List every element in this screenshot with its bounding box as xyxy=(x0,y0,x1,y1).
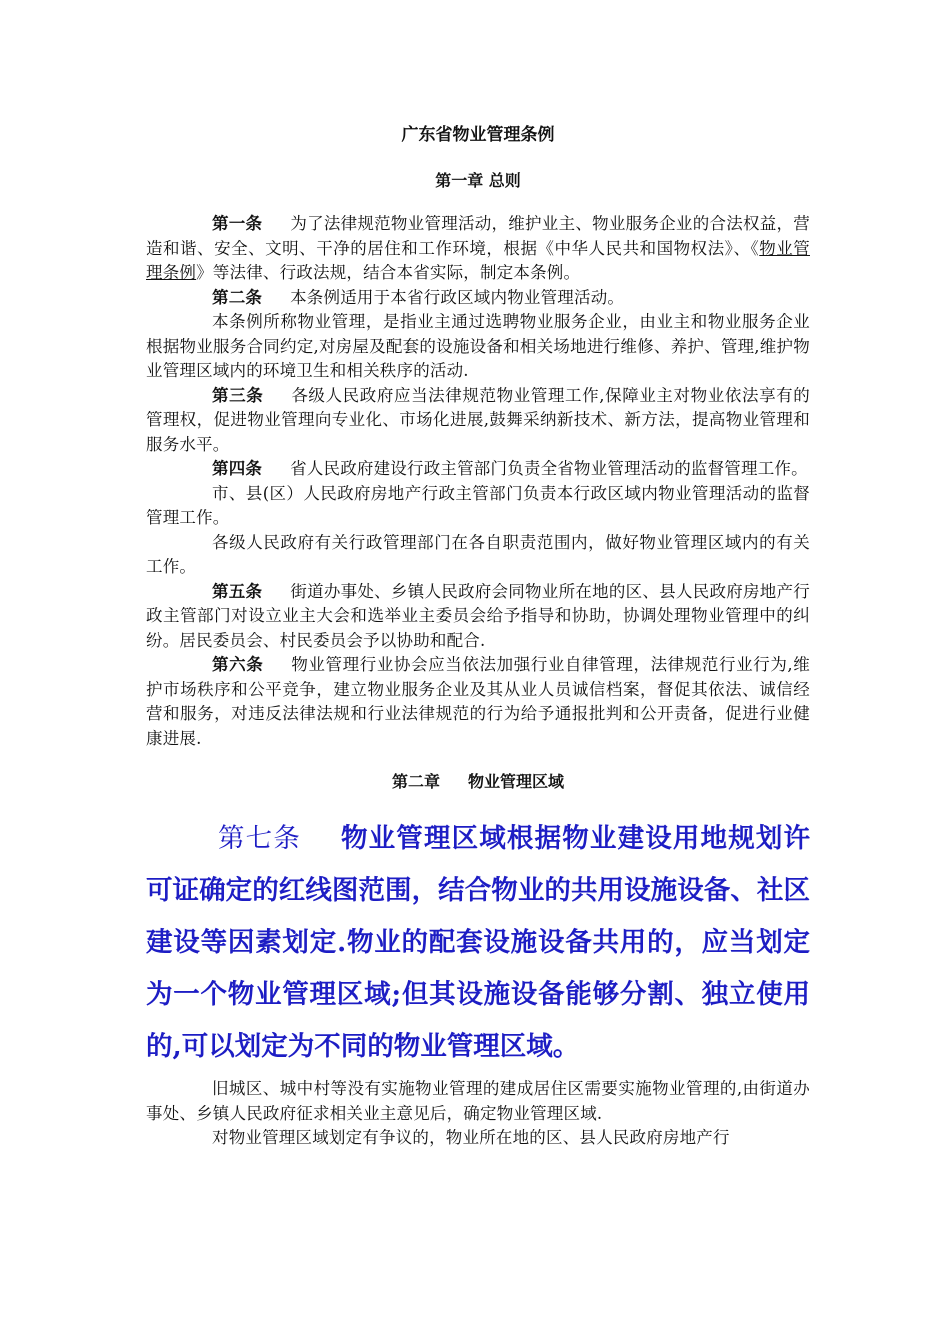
article-label: 第四条 xyxy=(212,459,263,478)
article-label: 第二条 xyxy=(212,287,263,307)
document-page xyxy=(146,120,810,1151)
article-text: 》等法律、行政法规，结合本省实际，制定本条例。 xyxy=(196,263,581,282)
article-label: 第七条 xyxy=(218,823,301,854)
chapter-heading-2 xyxy=(146,767,810,797)
article-6 xyxy=(146,653,810,751)
article-text: 各级人民政府应当法律规范物业管理工作,保障业主对物业依法享有的管理权，促进物业管理向专业化、市场化进展,鼓舞采纳新技术、新方法，提高物业管理和服务水平。 xyxy=(146,385,810,454)
article-4-paragraph-3: 各级人民政府有关行政管理部门在各自职责范围内，做好物业管理区域内的有关工作。 xyxy=(146,532,810,576)
article-1 xyxy=(146,212,810,286)
article-text: 物业管理行业协会应当依法加强行业自律管理，法律规范行业行为,维护市场秩序和公平竞争，建立物业服务企业及其从业人员诚信档案，督促其依法、诚信经营和服务，对违反法律法规和行业法律规范的行为给予通报批判和公开责备，促进行业健康进展. xyxy=(146,655,810,748)
article-text: 本条例适用于本省行政区域内物业管理活动。 xyxy=(290,287,625,307)
article-3 xyxy=(146,384,810,458)
article-text: 省人民政府建设行政主管部门负责全省物业管理活动的监督管理工作。 xyxy=(290,459,808,478)
document-title: 广东省物业管理条例 xyxy=(401,125,555,145)
article-label: 第五条 xyxy=(212,581,263,601)
article-label: 第三条 xyxy=(212,385,264,405)
article-2-paragraph: 本条例所称物业管理，是指业主通过选聘物业服务企业，由业主和物业服务企业根据物业服务合同约定,对房屋及配套的设施设备和相关场地进行维修、养护、管理,维护物业管理区域内的环境卫生和相关秩序的活动. xyxy=(146,312,810,380)
regulation-link[interactable]: 物业管理条例 xyxy=(146,238,810,282)
article-7-paragraph-2: 旧城区、城中村等没有实施物业管理的建成居住区需要实施物业管理的,由街道办事处、乡镇人民政府征求相关业主意见后，确定物业管理区域. xyxy=(146,1079,810,1123)
article-text: 街道办事处、乡镇人民政府会同物业所在地的区、县人民政府房地产行政主管部门对设立业主大会和选举业主委员会给予指导和协助，协调处理物业管理中的纠纷。居民委员会、村民委员会予以协助和配合. xyxy=(146,581,811,650)
article-4-paragraph-2: 市、县(区）人民政府房地产行政主管部门负责本行政区域内物业管理活动的监督管理工作。 xyxy=(146,483,810,527)
article-text: 为了法律规范物业管理活动，维护业主、物业服务企业的合法权益，营造和谐、安全、文明、干净的居住和工作环境，根据《中华人民共和国物权法》、《 xyxy=(146,214,811,258)
article-7-paragraph-3: 对物业管理区域划定有争议的，物业所在地的区、县人民政府房地产行 xyxy=(212,1128,730,1147)
article-2 xyxy=(146,286,810,311)
article-5 xyxy=(146,580,810,654)
chapter-number: 第二章 xyxy=(391,772,440,791)
chapter-title: 物业管理区域 xyxy=(468,772,565,791)
article-label: 第一条 xyxy=(212,214,263,233)
article-4 xyxy=(146,457,810,482)
article-7-highlighted xyxy=(146,813,810,1073)
article-label: 第六条 xyxy=(212,655,264,674)
article-text: 物业管理区域根据物业建设用地规划许可证确定的红线图范围，结合物业的共用设施设备、社区建设等因素划定.物业的配套设施设备共用的，应当划定为一个物业管理区域;但其设施设备能够分割、独立使用的,可以划定为不同的物业管理区域。 xyxy=(146,823,811,1062)
chapter-heading-1: 第一章 总则 xyxy=(435,171,521,190)
